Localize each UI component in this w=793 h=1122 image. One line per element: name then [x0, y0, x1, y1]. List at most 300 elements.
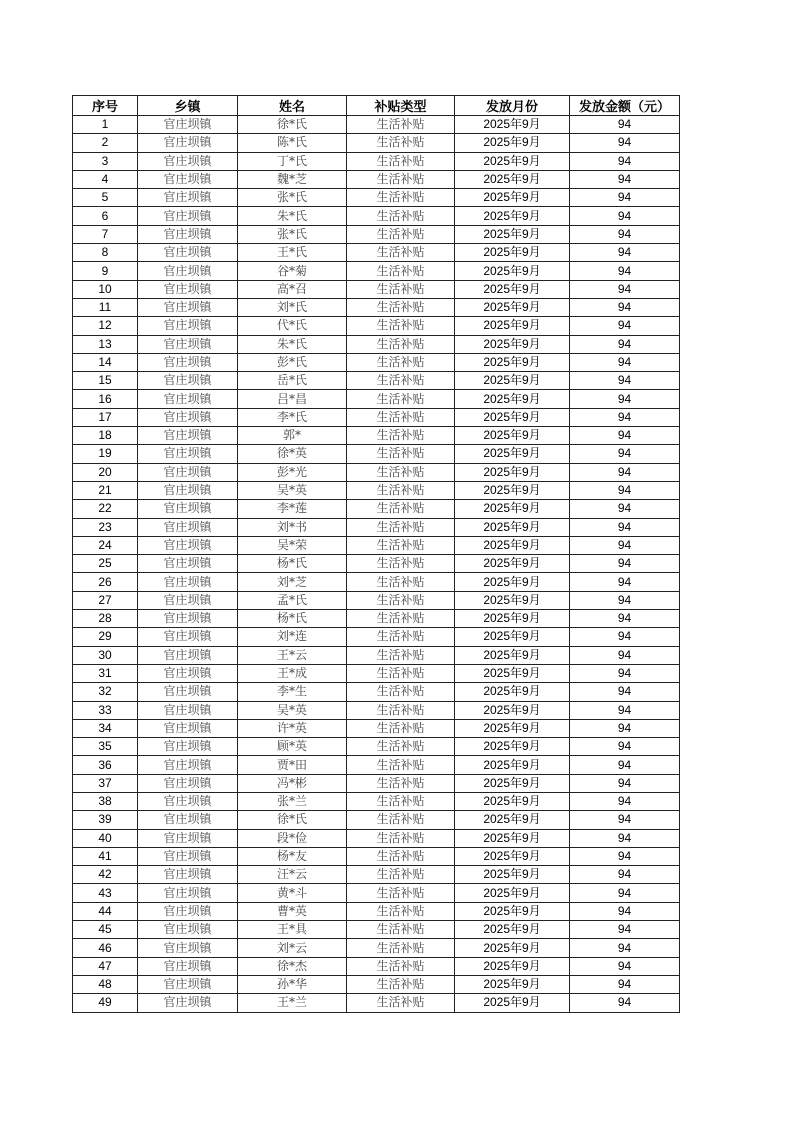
cell-subsidy-type: 生活补贴	[347, 500, 455, 518]
cell-name: 杨*友	[238, 847, 347, 865]
cell-town: 官庄坝镇	[138, 884, 238, 902]
cell-amount: 94	[570, 610, 680, 628]
cell-index: 38	[73, 792, 138, 810]
table-row	[73, 427, 680, 445]
cell-subsidy-type: 生活补贴	[347, 738, 455, 756]
cell-town: 官庄坝镇	[138, 921, 238, 939]
cell-town: 官庄坝镇	[138, 774, 238, 792]
cell-index: 10	[73, 280, 138, 298]
cell-name: 王*云	[238, 646, 347, 664]
cell-month: 2025年9月	[455, 957, 570, 975]
cell-month: 2025年9月	[455, 353, 570, 371]
table-row	[73, 591, 680, 609]
cell-subsidy-type: 生活补贴	[347, 829, 455, 847]
table-row	[73, 298, 680, 316]
cell-month: 2025年9月	[455, 280, 570, 298]
cell-subsidy-type: 生活补贴	[347, 152, 455, 170]
cell-name: 高*召	[238, 280, 347, 298]
table-row	[73, 957, 680, 975]
cell-name: 张*氏	[238, 189, 347, 207]
cell-amount: 94	[570, 902, 680, 920]
cell-town: 官庄坝镇	[138, 811, 238, 829]
header-month: 发放月份	[455, 96, 570, 116]
cell-town: 官庄坝镇	[138, 170, 238, 188]
cell-index: 27	[73, 591, 138, 609]
cell-name: 刘*连	[238, 628, 347, 646]
cell-town: 官庄坝镇	[138, 445, 238, 463]
cell-name: 岳*氏	[238, 372, 347, 390]
cell-town: 官庄坝镇	[138, 518, 238, 536]
cell-index: 2	[73, 134, 138, 152]
cell-town: 官庄坝镇	[138, 902, 238, 920]
cell-index: 3	[73, 152, 138, 170]
cell-subsidy-type: 生活补贴	[347, 719, 455, 737]
cell-town: 官庄坝镇	[138, 225, 238, 243]
cell-name: 贾*田	[238, 756, 347, 774]
table-row	[73, 683, 680, 701]
cell-amount: 94	[570, 427, 680, 445]
cell-subsidy-type: 生活补贴	[347, 280, 455, 298]
cell-index: 21	[73, 481, 138, 499]
table-row	[73, 536, 680, 554]
cell-name: 丁*氏	[238, 152, 347, 170]
cell-subsidy-type: 生活补贴	[347, 774, 455, 792]
cell-index: 8	[73, 244, 138, 262]
cell-subsidy-type: 生活补贴	[347, 317, 455, 335]
cell-amount: 94	[570, 829, 680, 847]
cell-month: 2025年9月	[455, 207, 570, 225]
cell-name: 曹*英	[238, 902, 347, 920]
cell-index: 48	[73, 975, 138, 993]
cell-subsidy-type: 生活补贴	[347, 683, 455, 701]
cell-name: 张*兰	[238, 792, 347, 810]
table-row	[73, 756, 680, 774]
cell-subsidy-type: 生活补贴	[347, 573, 455, 591]
cell-month: 2025年9月	[455, 445, 570, 463]
cell-index: 42	[73, 866, 138, 884]
cell-name: 刘*书	[238, 518, 347, 536]
cell-amount: 94	[570, 390, 680, 408]
table-row	[73, 555, 680, 573]
cell-amount: 94	[570, 738, 680, 756]
cell-amount: 94	[570, 262, 680, 280]
cell-index: 5	[73, 189, 138, 207]
cell-index: 13	[73, 335, 138, 353]
cell-index: 17	[73, 408, 138, 426]
cell-month: 2025年9月	[455, 811, 570, 829]
cell-amount: 94	[570, 664, 680, 682]
cell-index: 6	[73, 207, 138, 225]
cell-amount: 94	[570, 244, 680, 262]
header-index: 序号	[73, 96, 138, 116]
cell-town: 官庄坝镇	[138, 189, 238, 207]
cell-amount: 94	[570, 463, 680, 481]
cell-subsidy-type: 生活补贴	[347, 427, 455, 445]
cell-subsidy-type: 生活补贴	[347, 481, 455, 499]
cell-month: 2025年9月	[455, 884, 570, 902]
cell-subsidy-type: 生活补贴	[347, 116, 455, 134]
cell-name: 王*具	[238, 921, 347, 939]
cell-town: 官庄坝镇	[138, 994, 238, 1012]
cell-index: 25	[73, 555, 138, 573]
cell-subsidy-type: 生活补贴	[347, 646, 455, 664]
cell-name: 段*俭	[238, 829, 347, 847]
table-row	[73, 774, 680, 792]
cell-amount: 94	[570, 445, 680, 463]
cell-amount: 94	[570, 134, 680, 152]
cell-subsidy-type: 生活补贴	[347, 866, 455, 884]
cell-amount: 94	[570, 957, 680, 975]
cell-amount: 94	[570, 811, 680, 829]
cell-town: 官庄坝镇	[138, 866, 238, 884]
cell-name: 刘*氏	[238, 298, 347, 316]
cell-month: 2025年9月	[455, 262, 570, 280]
cell-index: 1	[73, 116, 138, 134]
cell-amount: 94	[570, 628, 680, 646]
cell-month: 2025年9月	[455, 683, 570, 701]
cell-subsidy-type: 生活补贴	[347, 921, 455, 939]
cell-month: 2025年9月	[455, 244, 570, 262]
cell-month: 2025年9月	[455, 372, 570, 390]
cell-name: 魏*芝	[238, 170, 347, 188]
cell-town: 官庄坝镇	[138, 719, 238, 737]
cell-amount: 94	[570, 353, 680, 371]
table-row	[73, 170, 680, 188]
cell-index: 14	[73, 353, 138, 371]
cell-name: 徐*英	[238, 445, 347, 463]
cell-subsidy-type: 生活补贴	[347, 225, 455, 243]
table-row	[73, 719, 680, 737]
cell-month: 2025年9月	[455, 664, 570, 682]
table-row	[73, 884, 680, 902]
table-row	[73, 189, 680, 207]
cell-subsidy-type: 生活补贴	[347, 353, 455, 371]
cell-name: 吴*英	[238, 701, 347, 719]
cell-amount: 94	[570, 555, 680, 573]
cell-town: 官庄坝镇	[138, 555, 238, 573]
cell-name: 李*氏	[238, 408, 347, 426]
cell-month: 2025年9月	[455, 555, 570, 573]
cell-name: 徐*氏	[238, 811, 347, 829]
cell-index: 36	[73, 756, 138, 774]
table-row	[73, 573, 680, 591]
cell-index: 7	[73, 225, 138, 243]
cell-index: 32	[73, 683, 138, 701]
cell-town: 官庄坝镇	[138, 463, 238, 481]
cell-index: 26	[73, 573, 138, 591]
cell-index: 16	[73, 390, 138, 408]
cell-month: 2025年9月	[455, 994, 570, 1012]
cell-town: 官庄坝镇	[138, 792, 238, 810]
cell-subsidy-type: 生活补贴	[347, 957, 455, 975]
cell-index: 22	[73, 500, 138, 518]
cell-name: 顾*英	[238, 738, 347, 756]
cell-subsidy-type: 生活补贴	[347, 207, 455, 225]
cell-subsidy-type: 生活补贴	[347, 994, 455, 1012]
cell-name: 王*成	[238, 664, 347, 682]
cell-town: 官庄坝镇	[138, 353, 238, 371]
cell-amount: 94	[570, 756, 680, 774]
cell-name: 杨*氏	[238, 555, 347, 573]
table-row	[73, 372, 680, 390]
table-row	[73, 518, 680, 536]
cell-subsidy-type: 生活补贴	[347, 408, 455, 426]
cell-amount: 94	[570, 884, 680, 902]
cell-subsidy-type: 生活补贴	[347, 335, 455, 353]
table-row	[73, 280, 680, 298]
cell-town: 官庄坝镇	[138, 207, 238, 225]
header-name: 姓名	[238, 96, 347, 116]
cell-name: 郭*	[238, 427, 347, 445]
cell-subsidy-type: 生活补贴	[347, 244, 455, 262]
header-subsidy-type: 补贴类型	[347, 96, 455, 116]
cell-index: 45	[73, 921, 138, 939]
cell-subsidy-type: 生活补贴	[347, 445, 455, 463]
cell-town: 官庄坝镇	[138, 646, 238, 664]
table-row	[73, 664, 680, 682]
cell-month: 2025年9月	[455, 116, 570, 134]
cell-town: 官庄坝镇	[138, 152, 238, 170]
cell-index: 39	[73, 811, 138, 829]
table-row	[73, 610, 680, 628]
cell-month: 2025年9月	[455, 481, 570, 499]
table-row	[73, 225, 680, 243]
cell-subsidy-type: 生活补贴	[347, 701, 455, 719]
cell-subsidy-type: 生活补贴	[347, 591, 455, 609]
table-row	[73, 317, 680, 335]
cell-amount: 94	[570, 866, 680, 884]
header-amount: 发放金额（元）	[570, 96, 680, 116]
cell-name: 汪*云	[238, 866, 347, 884]
table-row	[73, 207, 680, 225]
cell-town: 官庄坝镇	[138, 408, 238, 426]
cell-town: 官庄坝镇	[138, 975, 238, 993]
cell-amount: 94	[570, 994, 680, 1012]
cell-index: 34	[73, 719, 138, 737]
cell-index: 49	[73, 994, 138, 1012]
cell-town: 官庄坝镇	[138, 427, 238, 445]
cell-month: 2025年9月	[455, 170, 570, 188]
table-row	[73, 408, 680, 426]
cell-index: 4	[73, 170, 138, 188]
cell-amount: 94	[570, 847, 680, 865]
cell-name: 陈*氏	[238, 134, 347, 152]
cell-month: 2025年9月	[455, 591, 570, 609]
cell-town: 官庄坝镇	[138, 481, 238, 499]
cell-month: 2025年9月	[455, 829, 570, 847]
cell-name: 彭*光	[238, 463, 347, 481]
cell-town: 官庄坝镇	[138, 756, 238, 774]
table-row	[73, 646, 680, 664]
cell-amount: 94	[570, 372, 680, 390]
cell-name: 吴*英	[238, 481, 347, 499]
cell-index: 47	[73, 957, 138, 975]
table-row	[73, 811, 680, 829]
cell-amount: 94	[570, 481, 680, 499]
cell-index: 43	[73, 884, 138, 902]
cell-index: 31	[73, 664, 138, 682]
header-row	[73, 96, 680, 116]
table-row	[73, 116, 680, 134]
cell-subsidy-type: 生活补贴	[347, 756, 455, 774]
cell-town: 官庄坝镇	[138, 610, 238, 628]
cell-amount: 94	[570, 170, 680, 188]
cell-town: 官庄坝镇	[138, 829, 238, 847]
cell-amount: 94	[570, 207, 680, 225]
cell-subsidy-type: 生活补贴	[347, 664, 455, 682]
cell-month: 2025年9月	[455, 152, 570, 170]
cell-index: 23	[73, 518, 138, 536]
cell-amount: 94	[570, 518, 680, 536]
cell-index: 37	[73, 774, 138, 792]
table-row	[73, 701, 680, 719]
cell-name: 李*生	[238, 683, 347, 701]
cell-index: 24	[73, 536, 138, 554]
cell-name: 吕*昌	[238, 390, 347, 408]
cell-subsidy-type: 生活补贴	[347, 811, 455, 829]
cell-subsidy-type: 生活补贴	[347, 902, 455, 920]
cell-month: 2025年9月	[455, 189, 570, 207]
cell-amount: 94	[570, 646, 680, 664]
cell-month: 2025年9月	[455, 774, 570, 792]
cell-name: 张*氏	[238, 225, 347, 243]
cell-subsidy-type: 生活补贴	[347, 555, 455, 573]
table-row	[73, 390, 680, 408]
cell-index: 18	[73, 427, 138, 445]
cell-month: 2025年9月	[455, 866, 570, 884]
table-row	[73, 152, 680, 170]
cell-town: 官庄坝镇	[138, 664, 238, 682]
cell-name: 刘*云	[238, 939, 347, 957]
table-row	[73, 847, 680, 865]
cell-subsidy-type: 生活补贴	[347, 390, 455, 408]
cell-month: 2025年9月	[455, 427, 570, 445]
cell-month: 2025年9月	[455, 921, 570, 939]
table-row	[73, 939, 680, 957]
cell-town: 官庄坝镇	[138, 591, 238, 609]
cell-month: 2025年9月	[455, 390, 570, 408]
cell-amount: 94	[570, 701, 680, 719]
cell-subsidy-type: 生活补贴	[347, 189, 455, 207]
cell-subsidy-type: 生活补贴	[347, 975, 455, 993]
table-row	[73, 738, 680, 756]
table-row	[73, 975, 680, 993]
cell-amount: 94	[570, 298, 680, 316]
cell-month: 2025年9月	[455, 573, 570, 591]
cell-town: 官庄坝镇	[138, 939, 238, 957]
table-row	[73, 134, 680, 152]
cell-amount: 94	[570, 719, 680, 737]
cell-town: 官庄坝镇	[138, 280, 238, 298]
cell-index: 35	[73, 738, 138, 756]
cell-subsidy-type: 生活补贴	[347, 463, 455, 481]
cell-town: 官庄坝镇	[138, 335, 238, 353]
cell-subsidy-type: 生活补贴	[347, 518, 455, 536]
cell-month: 2025年9月	[455, 408, 570, 426]
cell-subsidy-type: 生活补贴	[347, 884, 455, 902]
cell-subsidy-type: 生活补贴	[347, 170, 455, 188]
cell-name: 杨*氏	[238, 610, 347, 628]
cell-month: 2025年9月	[455, 536, 570, 554]
cell-name: 许*英	[238, 719, 347, 737]
cell-index: 11	[73, 298, 138, 316]
cell-name: 朱*氏	[238, 207, 347, 225]
cell-month: 2025年9月	[455, 317, 570, 335]
cell-amount: 94	[570, 573, 680, 591]
cell-amount: 94	[570, 225, 680, 243]
cell-subsidy-type: 生活补贴	[347, 847, 455, 865]
table-row	[73, 921, 680, 939]
cell-subsidy-type: 生活补贴	[347, 536, 455, 554]
cell-town: 官庄坝镇	[138, 683, 238, 701]
cell-month: 2025年9月	[455, 463, 570, 481]
cell-town: 官庄坝镇	[138, 536, 238, 554]
table-row	[73, 445, 680, 463]
cell-index: 12	[73, 317, 138, 335]
cell-town: 官庄坝镇	[138, 701, 238, 719]
cell-month: 2025年9月	[455, 628, 570, 646]
cell-name: 冯*彬	[238, 774, 347, 792]
table-row	[73, 262, 680, 280]
table-row	[73, 481, 680, 499]
cell-town: 官庄坝镇	[138, 573, 238, 591]
cell-subsidy-type: 生活补贴	[347, 628, 455, 646]
cell-month: 2025年9月	[455, 500, 570, 518]
cell-month: 2025年9月	[455, 939, 570, 957]
cell-name: 吴*荣	[238, 536, 347, 554]
cell-name: 彭*氏	[238, 353, 347, 371]
cell-subsidy-type: 生活补贴	[347, 298, 455, 316]
cell-town: 官庄坝镇	[138, 390, 238, 408]
cell-amount: 94	[570, 500, 680, 518]
cell-index: 19	[73, 445, 138, 463]
cell-amount: 94	[570, 792, 680, 810]
cell-town: 官庄坝镇	[138, 738, 238, 756]
cell-month: 2025年9月	[455, 902, 570, 920]
cell-amount: 94	[570, 921, 680, 939]
table-row	[73, 335, 680, 353]
cell-amount: 94	[570, 774, 680, 792]
cell-subsidy-type: 生活补贴	[347, 792, 455, 810]
table-body	[73, 116, 680, 1013]
cell-month: 2025年9月	[455, 792, 570, 810]
cell-amount: 94	[570, 189, 680, 207]
cell-name: 李*莲	[238, 500, 347, 518]
cell-amount: 94	[570, 939, 680, 957]
cell-index: 40	[73, 829, 138, 847]
cell-index: 15	[73, 372, 138, 390]
cell-name: 刘*芝	[238, 573, 347, 591]
cell-index: 33	[73, 701, 138, 719]
cell-month: 2025年9月	[455, 335, 570, 353]
cell-month: 2025年9月	[455, 701, 570, 719]
cell-town: 官庄坝镇	[138, 847, 238, 865]
cell-name: 孙*华	[238, 975, 347, 993]
cell-month: 2025年9月	[455, 756, 570, 774]
subsidy-table	[72, 95, 680, 1013]
cell-amount: 94	[570, 116, 680, 134]
cell-index: 44	[73, 902, 138, 920]
table-row	[73, 792, 680, 810]
cell-town: 官庄坝镇	[138, 957, 238, 975]
cell-town: 官庄坝镇	[138, 244, 238, 262]
cell-town: 官庄坝镇	[138, 298, 238, 316]
cell-name: 孟*氏	[238, 591, 347, 609]
cell-month: 2025年9月	[455, 719, 570, 737]
cell-index: 29	[73, 628, 138, 646]
cell-town: 官庄坝镇	[138, 317, 238, 335]
table-row	[73, 353, 680, 371]
